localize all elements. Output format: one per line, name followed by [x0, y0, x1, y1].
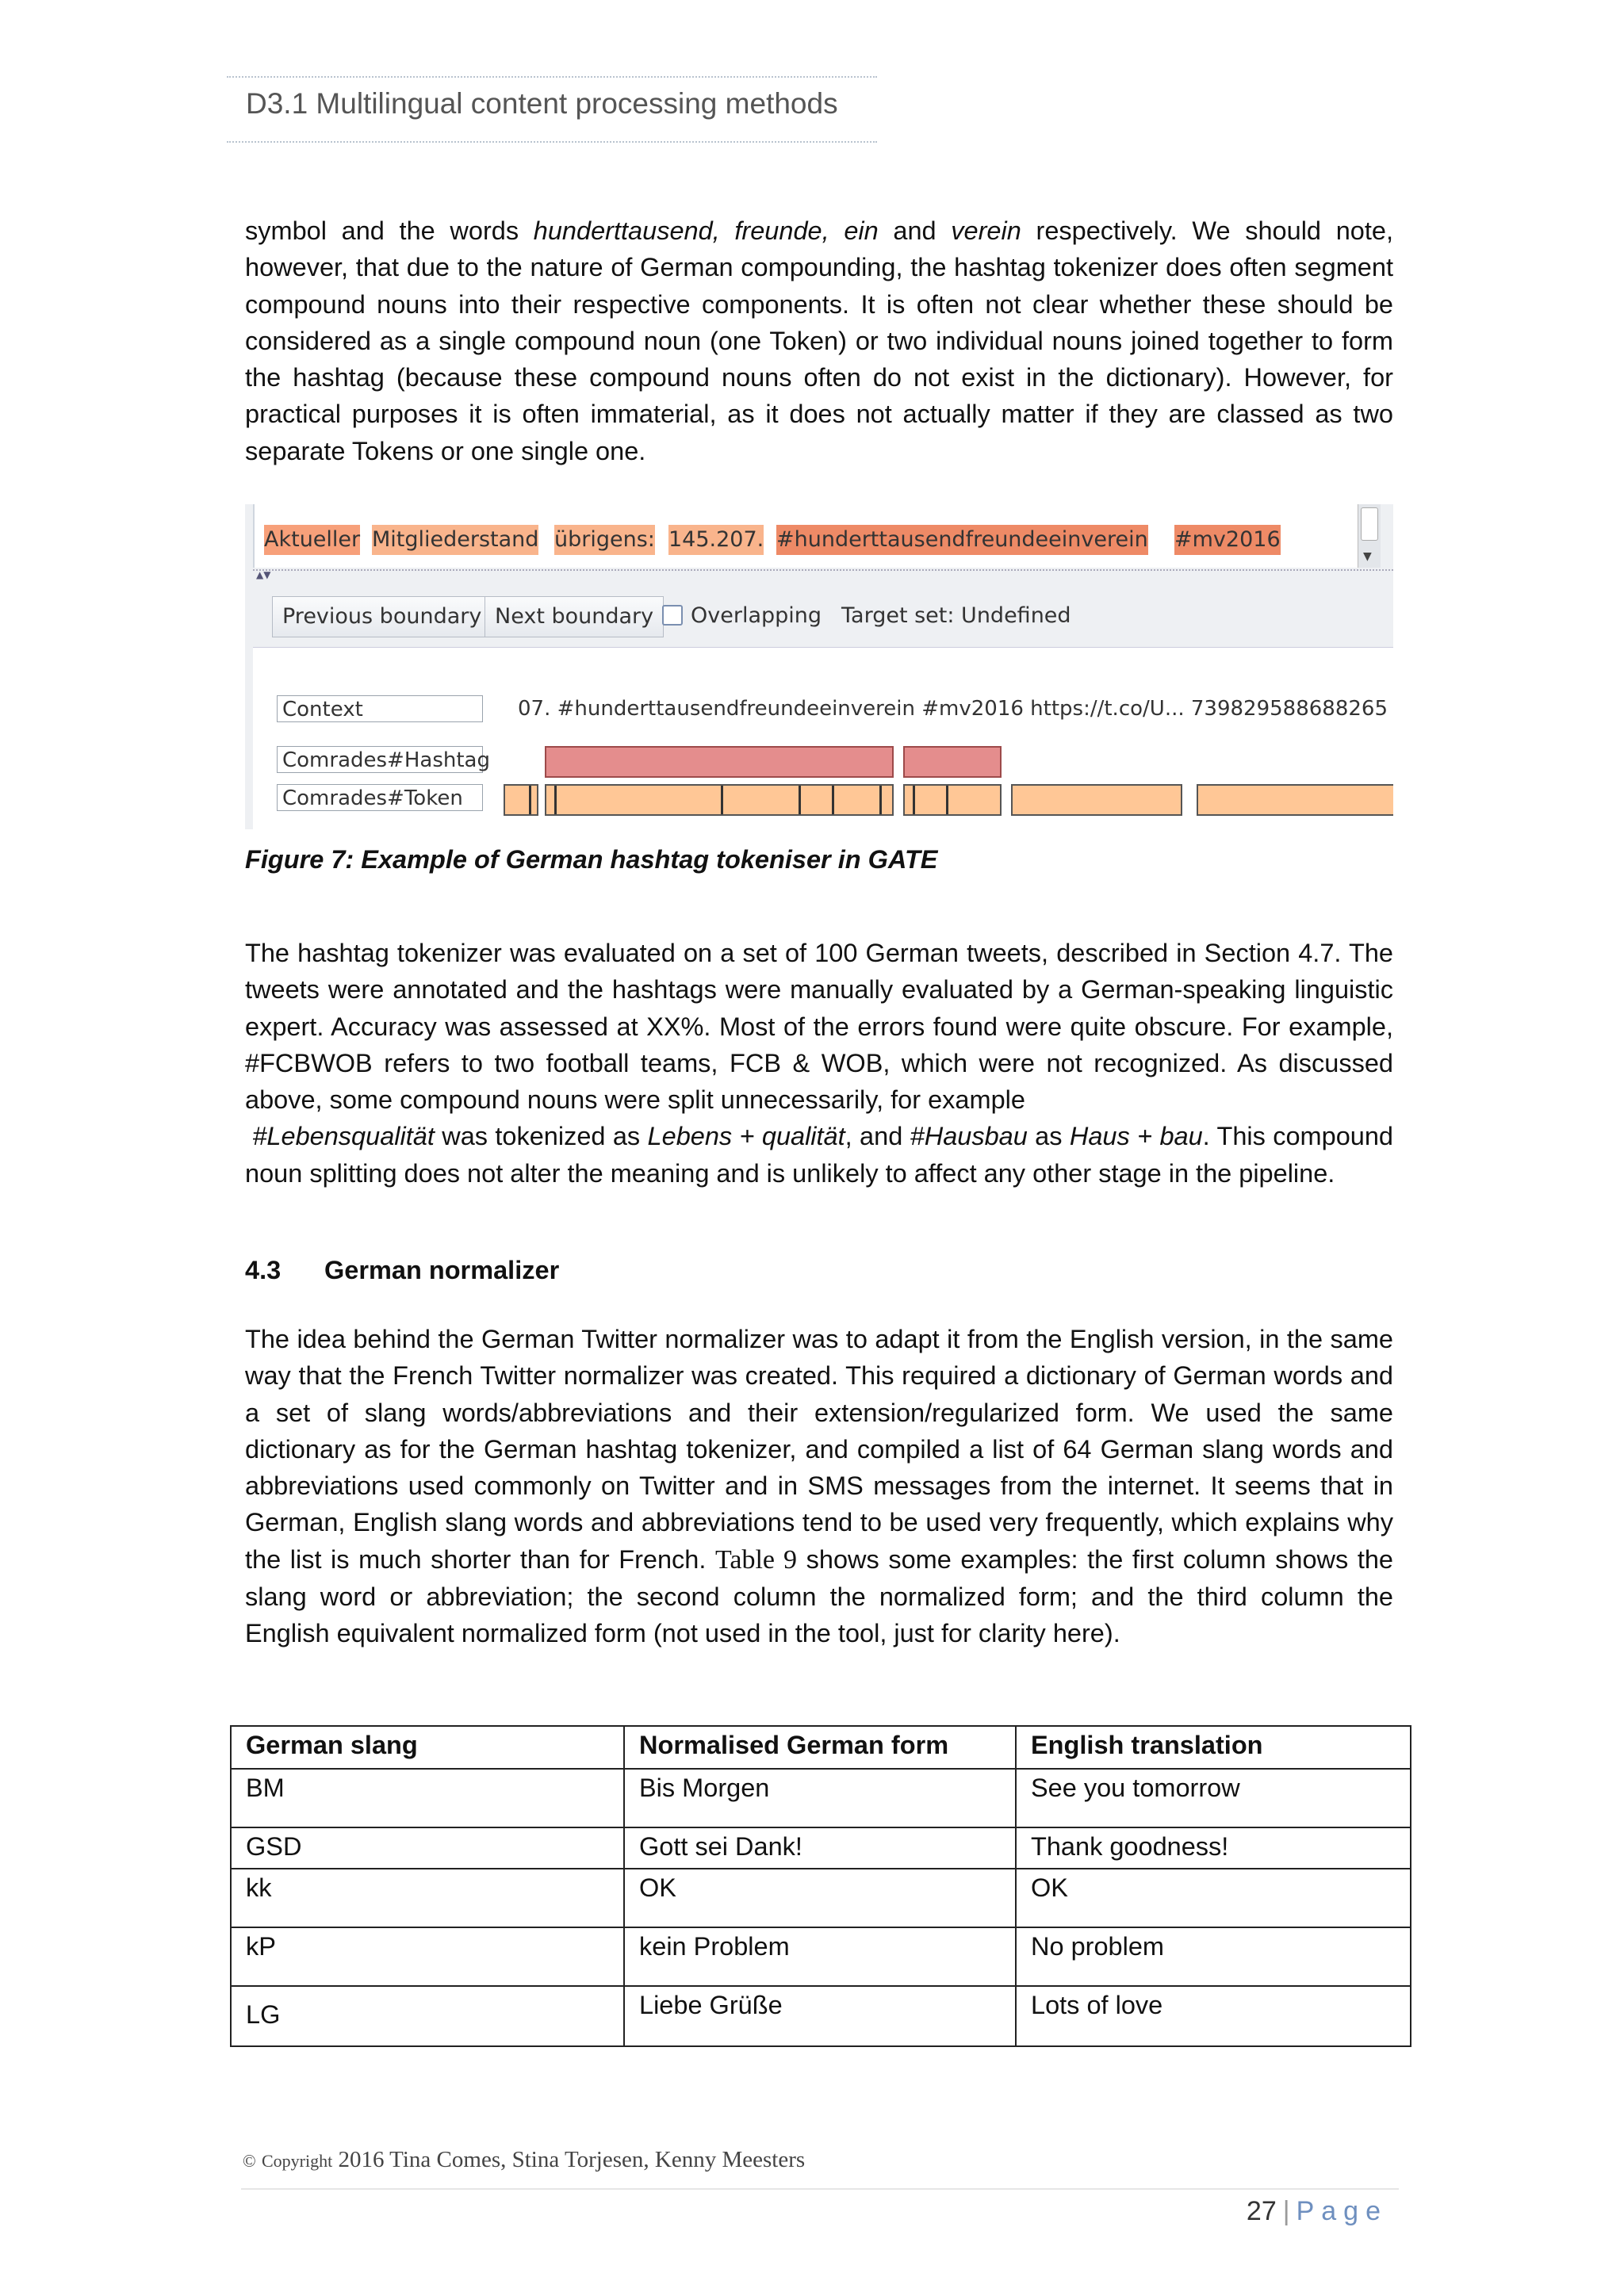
checkbox-icon[interactable]: [662, 605, 683, 626]
copyright-symbol: ©: [243, 2151, 256, 2171]
tweet-hashtag: #hunderttausendfreundeeinverein: [776, 525, 1148, 555]
token-annotation[interactable]: [545, 784, 894, 816]
overlapping-checkbox[interactable]: [662, 596, 822, 636]
table-cell: See you tomorrow: [1016, 1769, 1411, 1827]
header-rule-top: [227, 76, 877, 78]
tweet-token: Aktueller: [264, 525, 360, 555]
table-row: [231, 1927, 1411, 1986]
table-cell: OK: [1016, 1869, 1411, 1927]
table-cell: Gott sei Dank!: [624, 1827, 1016, 1869]
table-cell: Lots of love: [1016, 1986, 1411, 2046]
column-header: Normalised German form: [624, 1726, 1016, 1769]
tweet-hashtag: #mv2016: [1174, 525, 1281, 555]
table-row: [231, 1986, 1411, 2046]
copyright-word: Copyright: [261, 2151, 333, 2171]
table-header-row: [231, 1726, 1411, 1769]
table-cell: BM: [231, 1769, 624, 1827]
gate-screenshot-figure: [245, 504, 1393, 829]
table-row: [231, 1869, 1411, 1927]
section-number: 4.3: [245, 1256, 282, 1284]
column-header: English translation: [1016, 1726, 1411, 1769]
table-cell: kein Problem: [624, 1927, 1016, 1986]
hashtag-annotation[interactable]: [545, 746, 894, 778]
pane-splitter[interactable]: [253, 569, 1393, 584]
previous-boundary-button[interactable]: Previous boundary: [272, 596, 492, 637]
tweet-text-area[interactable]: [253, 504, 1381, 568]
page-separator: |: [1282, 2196, 1290, 2226]
row-label-context[interactable]: Context: [277, 695, 483, 722]
figure-caption: Figure 7: Example of German hashtag tokeniser in GATE: [245, 845, 938, 874]
token-annotation[interactable]: [903, 784, 1002, 816]
splitter-arrows-icon[interactable]: ▲▼: [256, 569, 271, 580]
hashtag-annotation[interactable]: [903, 746, 1002, 778]
target-set-label: Target set: Undefined: [841, 603, 1071, 628]
table-cell: Thank goodness!: [1016, 1827, 1411, 1869]
next-boundary-button[interactable]: Next boundary: [485, 596, 664, 637]
token-annotation[interactable]: [1197, 784, 1393, 816]
document-title: D3.1 Multilingual content processing methods: [246, 87, 838, 120]
page-word: Page: [1296, 2196, 1388, 2226]
slang-table: [230, 1725, 1411, 2047]
tweet-token: übrigens:: [554, 525, 655, 555]
token-annotation[interactable]: [504, 784, 538, 816]
tweet-token: 145.207.: [668, 525, 764, 555]
context-text: 07. #hunderttausendfreundeeinverein #mv2016 https://t.co/U... 739829588688265: [518, 697, 1388, 721]
row-label-hashtag[interactable]: Comrades#Hashtag: [277, 746, 483, 773]
token-annotation[interactable]: [1011, 784, 1182, 816]
table-row: [231, 1769, 1411, 1827]
scroll-down-icon[interactable]: ▼: [1363, 550, 1372, 563]
table-cell: kP: [231, 1927, 624, 1986]
copyright-text: 2016 Tina Comes, Stina Torjesen, Kenny Meesters: [338, 2147, 806, 2172]
section-title: German normalizer: [324, 1256, 560, 1284]
tweet-token: Mitgliederstand: [372, 525, 538, 555]
footer-rule: [241, 2188, 1399, 2190]
paragraph-1: symbol and the words hunderttausend, freunde, ein and verein respectively. We should note, however, that due to the nature of German compounding, the hashtag tokenizer does often segment compound nouns into their respective components. It is often not clear whether these should be considered as a single compound noun (one Token) or two individual nouns joined together to form the hashtag (because these compound nouns often do not exist in the dictionary). However, for practical purposes it is often immaterial, as it does not actually matter if they are classed as two separate Tokens or one single one.: [245, 216, 1393, 465]
table-cell: OK: [624, 1869, 1016, 1927]
page-number: 27: [1246, 2196, 1277, 2226]
table-reference-link[interactable]: Table 9: [714, 1544, 798, 1575]
overlapping-label: Overlapping: [691, 603, 822, 628]
table-cell: kk: [231, 1869, 624, 1927]
annotation-stack-panel: [253, 647, 1393, 829]
table-cell: Liebe Grüße: [624, 1986, 1016, 2046]
table-cell: GSD: [231, 1827, 624, 1869]
table-cell: Bis Morgen: [624, 1769, 1016, 1827]
page-footer: [1247, 2196, 1388, 2227]
copyright-notice: [243, 2147, 805, 2173]
paragraph-2: The hashtag tokenizer was evaluated on a set of 100 German tweets, described in Section 4.7. The tweets were annotated and the hashtags were manually evaluated by a German-speaking linguistic expert. Accuracy was assessed at XX%. Most of the errors found were quite obscure. For example, #FCBWOB refers to two football teams, FCB & WOB, which were not recognized. As discussed above, some compound nouns were split unnecessarily, for example #Lebensqualität was tokenized as Lebens + qualität, and #Hausbau as Haus + bau. This compound noun splitting does not alter the meaning and is unlikely to affect any other stage in the pipeline.: [245, 939, 1393, 1188]
text-scrollbar[interactable]: [1358, 504, 1381, 568]
table-cell: No problem: [1016, 1927, 1411, 1986]
header-rule-bottom: [227, 141, 877, 143]
column-header: German slang: [231, 1726, 624, 1769]
scrollbar-thumb[interactable]: [1361, 507, 1378, 541]
table-cell: LG: [231, 1986, 624, 2046]
paragraph-3: The idea behind the German Twitter normalizer was to adapt it from the English version, in the same way that the French Twitter normalizer was created. This required a dictionary of German words and a set of slang words/abbreviations and their extension/regularized form. We used the same dictionary as for the German hashtag tokenizer, and compiled a list of 64 German slang words and abbreviations used commonly on Twitter and in SMS messages from the internet. It seems that in German, English slang words and abbreviations tend to be used very frequently, which explains why the list is much shorter than for French. Table 9 shows some examples: the first column shows the slang word or abbreviation; the second column the normalized form; and the third column the English equivalent normalized form (not used in the tool, just for clarity here).: [245, 1325, 1393, 1648]
table-row: [231, 1827, 1411, 1869]
row-label-token[interactable]: Comrades#Token: [277, 784, 483, 811]
